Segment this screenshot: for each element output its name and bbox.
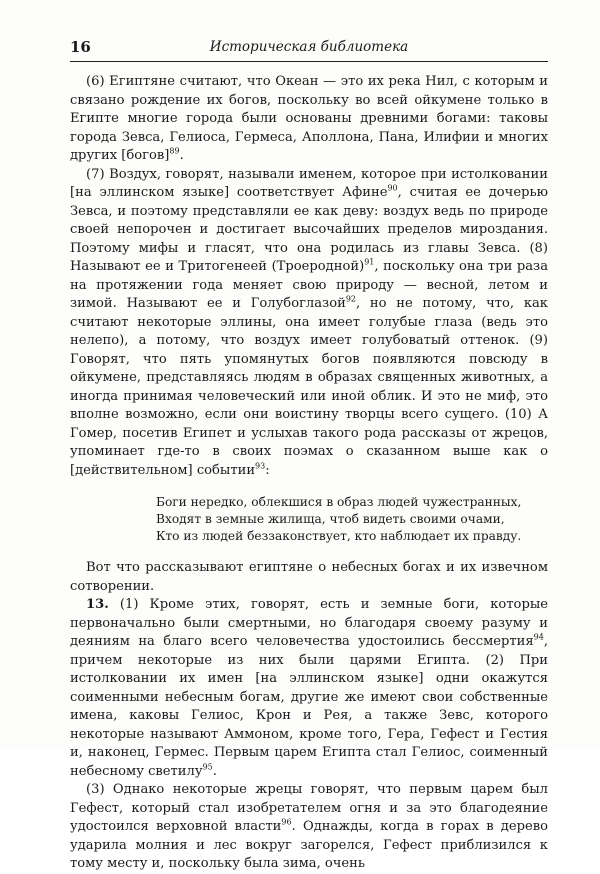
- footnote-ref: 92: [345, 294, 356, 304]
- closing-paragraph: Вот что рассказывают египтяне о небесных богах и их извечном сотворении.: [70, 560, 548, 594]
- page-header: [70, 38, 548, 58]
- footnote-ref: 89: [169, 146, 180, 156]
- verse-line: Боги нередко, облекшися в образ людей чужестранных,: [156, 495, 522, 509]
- verse-line: Входят в земные жилища, чтоб видеть своими очами,: [156, 512, 505, 526]
- footnote-ref: 90: [387, 183, 398, 193]
- verse-line: Кто из людей беззаконствует, кто наблюдает их правду.: [156, 529, 522, 543]
- section-13-paragraph: [70, 596, 548, 781]
- footnote-ref: 94: [533, 632, 544, 642]
- section-13-text: (1) Кроме этих, говорят, есть и земные боги, которые первоначально были смертными, но благодаря своему разуму и деяниям на благо всего человечества удостоились бессмертия$^{94}$, причем некоторые из них были царями Египта. (2) При истолковании их имен [на эллинском языке] одни окажутся соименными небесным богам, другие же имеют свои собственные имена, каковы Гелиос, Крон и Рея, а также Зевс, которого некоторые называют Аммоном, кроме того, Гера, Гефест и Гестия и, наконец, Гермес. Первым царем Египта стал Гелиос, соименный небесному светилу$^{95}$.: [70, 597, 548, 779]
- footnote-ref: 93: [255, 461, 266, 471]
- homer-verse: [156, 494, 548, 545]
- footnote-ref: 95: [202, 762, 213, 772]
- paragraph-6: (6) Египтяне считают, что Океан — это их река Нил, с которым и связано рождение их богов, поскольку во всей ойкумене только в Египте многие города были основаны древними богами: таковы города Зевса, Гелиоса, Гермеса, Аполлона, Пана, Илифии и многих других [богов]$^{89}$.: [70, 74, 548, 163]
- paragraph-7-10: (7) Воздух, говорят, называли именем, которое при истолковании [на эллинском языке] соответствует Афине$^{90}$, считая ее дочерью Зевса, и поэтому представляли ее как деву: воздух ведь по природе своей непорочен и достигает высочайших пределов мироздания. Поэтому мифы и гласят, что она родилась из главы Зевса. (8) Называют ее и Тритогенеей (Троеродной)$^{91}$, поскольку она три раза на протяжении года меняет свою природу — весной, летом и зимой. Называют ее и Голубоглазой$^{92}$, но не потому, что, как считают некоторые эллины, она имеет голубые глаза (ведь это нелепо), а потому, что воздух имеет голубоватый оттенок. (9) Говорят, что пять упомянутых богов появляются повсюду в ойкумене, представляясь людям в образах священных животных, а иногда принимая человеческий или иной облик. И это не миф, это вполне возможно, если они воистину творцы всего сущего. (10) А Гомер, посетив Египет и услыхав такого рода рассказы от жрецов, упоминает где-то в своих поэмах о сказанном выше как о [действительном] событии$^{93}$:: [70, 166, 549, 478]
- footnote-ref: 96: [281, 817, 292, 827]
- running-title: Историческая библиотека: [209, 39, 409, 55]
- footnote-ref: 91: [364, 257, 375, 267]
- paragraph-3: (3) Однако некоторые жрецы говорят, что первым царем был Гефест, который стал изобретателем огня и за это благодеяние удостоился верховной власти$^{96}$. Однажды, когда в горах в дерево ударила молния и лес вокруг загорелся, Гефест приблизился к тому месту и, поскольку была зима, очень: [70, 782, 548, 871]
- page-number: 16: [70, 38, 91, 56]
- section-number: 13.: [86, 597, 109, 612]
- page-body: [70, 73, 548, 874]
- header-rule: [70, 61, 548, 62]
